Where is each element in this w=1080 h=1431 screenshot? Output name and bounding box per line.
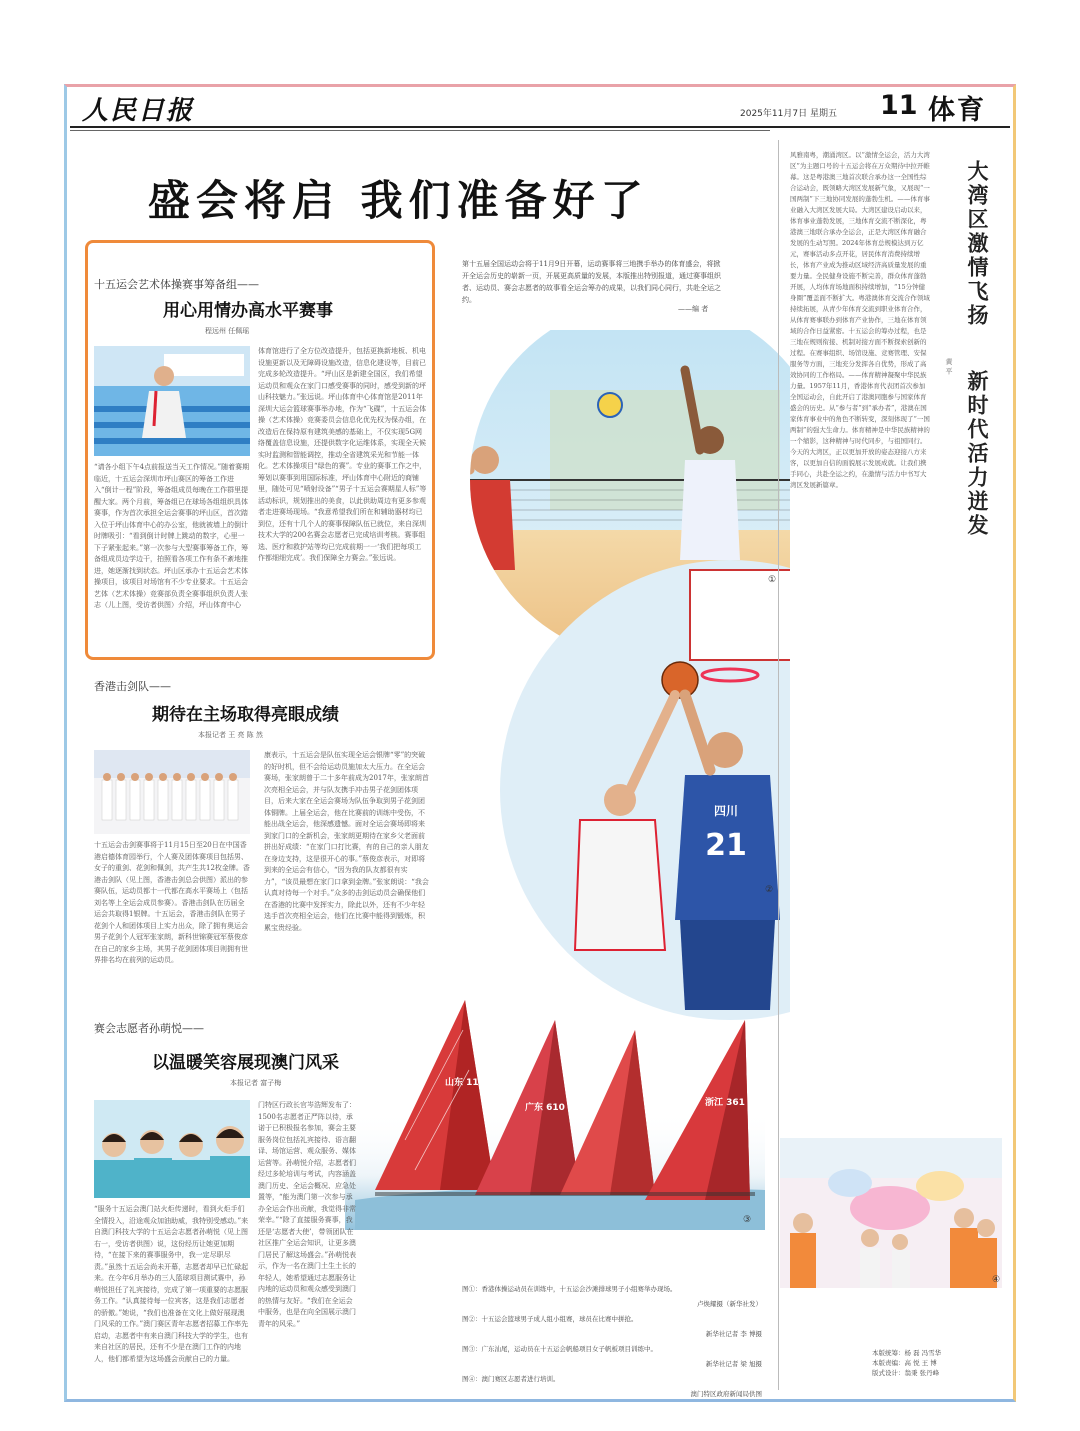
issue-date: 2025年11月7日 星期五 bbox=[740, 109, 837, 119]
credit-2: 新华社记者 李 博摄 bbox=[705, 1330, 762, 1338]
credit-1: 卢焕耀摄（新华社发） bbox=[697, 1300, 762, 1308]
lead-paragraph: 第十五届全国运动会将于11月9日开幕，运动赛事将三地携手举办的体育盛会，将掀开全运会历史的崭新一页，开展更高质量的发展，本版推出特别报道，通过赛事组织者、运动员、赛会志愿者的故事看全运会筹办的成果，以我们同心同行，共赴全运之约。 bbox=[462, 260, 721, 304]
caption-2: 图②：十五运会篮球男子成人组小组赛，球员在比赛中拼抢。 bbox=[462, 1315, 638, 1323]
article2-text-col1: 十五运会击剑赛事将于11月15日至20日在中国香港启德体育园举行，个人赛及团体赛项目包括男、女子的重剑、花剑和佩剑，共产生共12枚金牌。香港击剑队（见上图，香港击剑总会供图）派出的参赛队伍，运动员都十一代都在高水平赛场上（包括刘名等上全运会成员参赛）。香港击剑队在历届全运会共取得1银牌。十五运会，香港击剑队在男子花剑个人和团体项目上实力出众，除了拥有奥运会男子花剑个人冠军张家朗，新科世锦赛冠军蔡俊彦在自己的家乡主场，其男子花剑团体项目则拥有世界排名均在前列的运动员。 bbox=[94, 841, 250, 964]
commentary-author: 黄 平 bbox=[945, 358, 953, 375]
commentary-title-1: 大湾区激情飞扬 bbox=[965, 160, 989, 328]
photo-marker-2: ② bbox=[765, 885, 774, 895]
column-divider bbox=[778, 140, 779, 1390]
article3-text-col2: 门特区行政长官岑浩辉发布了：1500名志愿者正严阵以待，承诺于已积极报名参加，赛会主要服务岗位包括礼宾接待、语言翻译、场馆运营、观众服务、媒体运营等。孙萌悦介绍，志愿者们经过多轮培训与考试，内容涵盖澳门历史、全运会概况、应急处置等，“能为澳门第一次参与承办全运会作出贡献，我觉得非常荣幸。”“除了直接服务赛事，我还是‘志愿者大使’，带领团队在社区推广全运会知识，让更多澳门居民了解这场盛会。”孙萌悦表示，作为一名在澳门土生土长的年轻人，她希望通过志愿服务让内地的运动员和观众感受到澳门的热情与友好。“我们在全运会中服务，也是在向全国展示澳门青年的风采。” bbox=[258, 1101, 357, 1328]
section-name: 体育 bbox=[928, 95, 986, 126]
article2-byline: 本报记者 王 亮 陈 然 bbox=[198, 731, 263, 739]
article3-byline: 本报记者 富子梅 bbox=[230, 1079, 282, 1087]
page-number: 11 bbox=[880, 90, 918, 121]
editor-credits bbox=[872, 1348, 1002, 1378]
boat-label-1: 山东 117 bbox=[445, 1078, 485, 1088]
article2-text-col2: 康表示，十五运会是队伍实现全运会银牌“零”的突破的好时机，但不会给运动员施加太大压力。在全运会赛场，张家朗曾于二十多年前成为2017年，张家朗首次亮相全运会，并与队友携手冲击男子花剑团体项目，后来大家在全运会赛场为队伍争取到男子花剑团体铜牌。上届全运会，他在比赛前的训练中受伤，不能出战全运会，他深感遗憾。面对全运会赛场即将来到家门口的全新机会，张家朗更期待在家乡父老面前拼出好成绩：“在家门口打比赛，有的自己的亲人朋友在身边支持，这是很开心的事。”蔡俊彦表示，对即将到来的全运会有信心，“因为我的队友都很有实力”，“该员最想在家门口拿到金牌。”张家朗说：“我会认真对待每一个对手。”众多的击剑运动员会确保他们在香港的比赛中发挥实力，除此以外，还有不少年轻选手首次亮相全运会，他们在比赛中能得到锻炼，积累宝贵经验。 bbox=[264, 751, 429, 932]
caption-1: 图①：香港体操运动员在训练中，十五运会沙滩排球男子小组赛举办现场。 bbox=[462, 1285, 677, 1293]
jersey-number: 21 bbox=[705, 828, 747, 863]
windsurfing-photo bbox=[345, 990, 765, 1230]
commentary-text: 风雅南粤，潮涌湾区。以“激情全运会，活力大湾区”为主题口号的十五运会将在万众期待中拉开帷幕。这是粤港澳三地首次联合承办这一全国性综合运动会，既领略大湾区发展新气象，又展现“一国两制”下三地协同发展的蓬勃生机。——体育事业融入大湾区发展大局。大湾区建设启动以来，体育事业蓬勃发展，三地体育交流不断深化，粤港澳三地联合承办全运会，正是大湾区体育融合发展的生动写照。2024年体育总规模达到万亿元，赛事活动多点开花，居民体育消费持续增长，体育产业成为推动区域经济高质量发展的重要力量。全民健身设施不断完善，群众体育蓬勃开展，人均体育场地面积持续增加，“15分钟健身圈”覆盖面不断扩大。粤港澳体育交流合作领域持续拓展，从青少年体育交流到职业体育合作，从体育赛事联办到体育产业协作，三地在体育领域的合作日益紧密。十五运会的筹办过程，也是三地在规则衔接、机制对接方面不断探索创新的过程。在赛事组织、场馆设施、竞赛管理、安保服务等方面，三地充分发挥各自优势，形成了高效协同的工作格局。——体育精神凝聚中华民族力量。1957年11月，香港体育代表团首次参加全国运动会，自此开启了港澳同胞参与国家体育盛会的历史。从“参与者”到“承办者”，港澳在国家体育事业中的角色不断转变，深刻体现了“一国两制”的强大生命力。体育精神是中华民族精神的一个缩影，这种精神与时代同步，与祖国同行。今天的大湾区，正以更加开放的姿态迎接八方来客，以更加自信的面貌展示发展成就。让我们携手同心，共赴全运之约，在激情与活力中书写大湾区发展新篇章。 bbox=[790, 151, 930, 489]
caption-3: 图③：广东汕尾，运动员在十五运会帆船项目女子帆板项目训练中。 bbox=[462, 1345, 657, 1353]
article2-title: 期待在主场取得亮眼成绩 bbox=[152, 705, 339, 725]
jersey-team: 四川 bbox=[713, 804, 739, 818]
volunteer-event-photo bbox=[780, 1138, 1002, 1288]
editor-line-2: 本版责编：高 悦 王 博 bbox=[872, 1359, 937, 1367]
article1-title: 用心用情办高水平赛事 bbox=[163, 301, 333, 321]
masthead-logo: 人民日报 bbox=[82, 96, 195, 126]
basketball-photo bbox=[470, 530, 790, 1050]
credit-3: 新华社记者 梁 旭摄 bbox=[705, 1360, 762, 1368]
article1-kicker: 十五运会艺术体操赛事筹备组—— bbox=[94, 278, 259, 291]
article3-title: 以温暖笑容展现澳门风采 bbox=[152, 1053, 339, 1073]
main-headline: 盛会将启 我们准备好了 bbox=[148, 176, 649, 225]
article3-photo bbox=[94, 1100, 250, 1198]
article1-byline: 程远州 任佩瑶 bbox=[205, 327, 250, 335]
caption-4: 图④：澳门赛区志愿者进行培训。 bbox=[462, 1375, 560, 1383]
article1-photo bbox=[94, 346, 250, 456]
photo-marker-4: ④ bbox=[992, 1275, 1001, 1285]
article3-text-col1: “服务十五运会澳门站火炬传递时，看到火炬手们全情投入，沿途观众加油助威，我特别受感动。”来自澳门科技大学的十五运会志愿者孙萌悦（见上图右一，受访者供图）说，这份经历让她更加期待，“在接下来的赛事服务中，我一定尽职尽责。”虽然十五运会尚未开幕，志愿者却早已忙碌起来。在今年6月举办的三人篮球项目测试赛中，孙萌悦担任了礼宾接待，完成了第一项重要的志愿服务工作。“认真接待每一位宾客，这是我们志愿者的骄傲。”她说，“我们也准备在文化上做好展现澳门风采的工作。”澳门赛区青年志愿者招募工作率先启动，志愿者中有来自澳门科技大学的学生，也有来自社区的居民，还有不少是在澳门工作的内地人，他们都希望为这场盛会贡献自己的力量。 bbox=[94, 1205, 249, 1363]
photo-marker-1: ① bbox=[768, 575, 777, 585]
editor-line-3: 版式设计：翁秉 张丹峰 bbox=[872, 1369, 940, 1377]
lead-signature: ——编 者 bbox=[678, 305, 709, 313]
editor-line-1: 本版统筹：杨 磊 冯雪华 bbox=[872, 1349, 942, 1357]
boat-label-3: 浙江 361 bbox=[705, 1098, 745, 1108]
article3-kicker: 赛会志愿者孙萌悦—— bbox=[94, 1022, 204, 1035]
header-rule-thin bbox=[70, 130, 770, 131]
credit-4: 澳门特区政府新闻局供图 bbox=[690, 1390, 762, 1398]
commentary-title-2: 新时代活力迸发 bbox=[965, 370, 989, 538]
photo-marker-3: ③ bbox=[743, 1215, 752, 1225]
article2-photo bbox=[94, 750, 250, 834]
article1-text-col1: “请各小组下午4点前报送当天工作情况。”随着赛期临近，十五运会深圳市坪山赛区的筹备工作进入“倒计一程”阶段，筹备组成员每晚在工作群里提醒大家。两个月前，筹备组已在球场各组组织具体赛事，作为首次承担全运会赛事的坪山区，首次踏入位于坪山体育中心的办公室，他就被墙上的倒计时牌吸引：“看到倒计时牌上跳动的数字，心里一下子紧张起来。”第一次参与大型赛事筹备工作，筹备组成员边学边干，拍照看各项工作有条不紊地推进，她逐渐找到状态。坪山区承办十五运会艺术体操项目，该项目对场馆有不少专业要求。十五运会艺体（艺术体操）竞赛部负责全赛事组织负责人张志（儿上图，受访者供图）介绍，坪山体育中心 bbox=[94, 463, 250, 609]
photo-captions bbox=[462, 1282, 762, 1402]
article2-kicker: 香港击剑队—— bbox=[94, 680, 171, 693]
header-rule bbox=[70, 126, 1010, 128]
boat-label-2: 广东 610 bbox=[525, 1103, 565, 1113]
article1-text-col2: 体育馆进行了全方位改造提升，包括更换新地板、机电设施更新以及无障碍设施改造，信息化建设等，目前已完成多轮改造提升。“坪山区是新建全国区，我们希望运动员和观众在家门口感受赛事的同时，感受到新的坪山科技魅力。”张远说。坪山体育中心体育馆是2011年深圳大运会篮球赛事举办地，作为“飞碟”，十五运会体操（艺术体操）竞赛委员会信息化优先权为保办组，在改造后在保持原有建筑美感的基础上，不仅实现5G网络覆盖信息设施，还提供数字化运维体系，实现全天候实时监测和智能调控，推动全省建筑采光和节能一体化。艺术体操项目“绿色的赛”。专业的赛事工作之中，筹划以赛事到用国际标准，坪山体育中心附近的商铺里，随处可见“喷射设备”“男子十五运会赛期星人标”等活动标识，规划推出的美食，以此供助周边有更多参观者走进赛场现场。“我意希望我们所在和辅助器材均已到位，还有十几个人的赛事保障队伍已就位，来自深圳技术大学的200名赛会志愿者已完成培训考核。赛事组选、医疗和救护站等均已完成前期一一‘我们把每项工作都细细完成’。我们保障全力赛会。”张远说。 bbox=[258, 347, 427, 562]
